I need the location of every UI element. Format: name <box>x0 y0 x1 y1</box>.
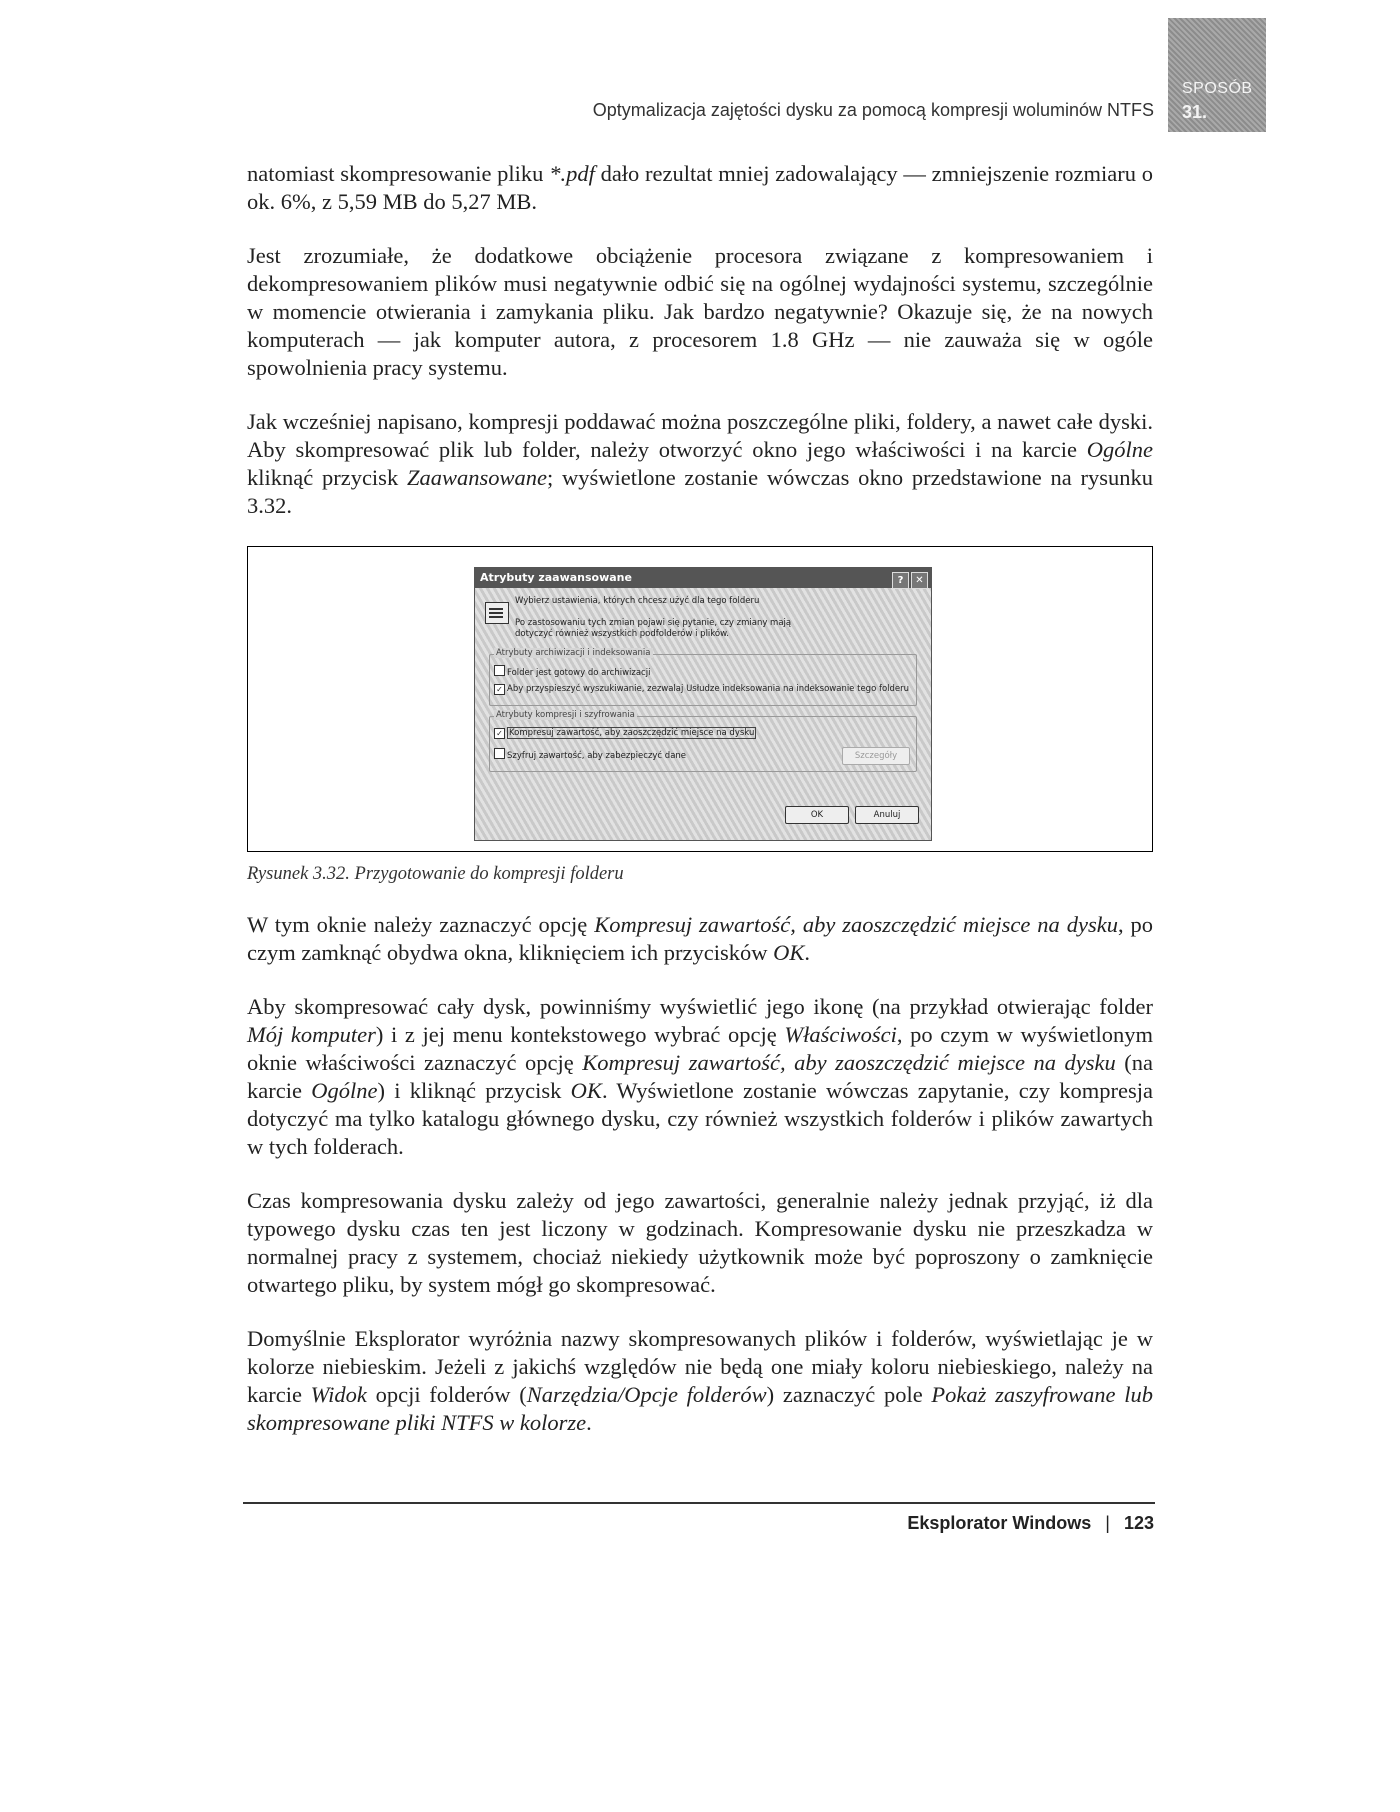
emphasis-text: Ogólne <box>1086 437 1153 462</box>
sposob-badge <box>1168 18 1266 132</box>
index-checkbox[interactable]: ✓ <box>494 684 505 695</box>
text-run: natomiast skompresowanie pliku <box>247 161 550 186</box>
group-label: Atrybuty kompresji i szyfrowania <box>496 710 635 720</box>
text-run: Jak wcześniej napisano, kompresji poddawać można poszczególne pliki, foldery, a nawet całe dyski. Aby skompresować plik lub folder, należy otworzyć okno jego właściwości i na karcie <box>247 409 1153 462</box>
emphasis-text: *.pdf <box>549 161 595 186</box>
index-checkbox-label: Aby przyspieszyć wyszukiwanie, zezwalaj Usłudze indeksowania na indeksowanie tego folderu <box>507 684 910 694</box>
text-run: ) i z jej menu kontekstowego wybrać opcję <box>375 1022 785 1047</box>
dialog-title-bar <box>475 568 931 588</box>
text-run: ) i kliknąć przycisk <box>377 1078 571 1103</box>
figure-caption: Rysunek 3.32. Przygotowanie do kompresji folderu <box>247 864 624 884</box>
page-footer <box>0 1513 1154 1534</box>
footer-separator: | <box>1105 1513 1110 1533</box>
encrypt-checkbox-label: Szyfruj zawartość, aby zabezpieczyć dane <box>507 751 687 761</box>
text-run: ; wyświetlone zostanie wówczas okno przedstawione na rysunku 3.32. <box>247 465 1153 518</box>
text-run: . Wyświetlone zostanie wówczas zapytanie, czy kompresja dotyczyć ma tylko katalogu głównego dysku, czy również wszystkich folderów i plików zawartych w tych folderach. <box>247 1078 1153 1159</box>
text-run: Jest zrozumiałe, że dodatkowe obciążenie procesora związane z kompresowaniem i dekompresowaniem plików musi negatywnie odbić się na ogólnej wydajności systemu, szczególnie w momencie otwierania i zamykania pliku. Jak bardzo negatywnie? Okazuje się, że na nowych komputerach — jak komputer autora, z procesorem 1.8 GHz — nie zauważa się w ogóle spowolnienia pracy systemu. <box>247 243 1153 380</box>
folder-settings-icon <box>485 602 509 624</box>
compress-checkbox-row[interactable] <box>494 728 756 739</box>
paragraph <box>247 1325 1153 1437</box>
emphasis-text: OK <box>570 1078 602 1103</box>
emphasis-text: Pokaż zaszyfrowane lub skompresowane pliki NTFS w kolorze <box>247 1382 1153 1435</box>
paragraph <box>247 993 1153 1161</box>
text-run: (na karcie <box>247 1050 1154 1103</box>
encrypt-checkbox-row[interactable] <box>494 748 686 761</box>
help-button[interactable]: ? <box>892 572 909 589</box>
page-content <box>247 160 1153 1463</box>
page-number: 123 <box>1123 1513 1154 1533</box>
emphasis-text: Narzędzia/Opcje folderów <box>526 1382 767 1407</box>
close-button[interactable]: ✕ <box>911 572 928 589</box>
figure-frame <box>247 546 1153 852</box>
text-run: Domyślnie Eksplorator wyróżnia nazwy skompresowanych plików i folderów, wyświetlając je w kolorze niebieskim. Jeżeli z jakichś względów nie będą one miały koloru niebieskiego, należy na karcie <box>247 1326 1153 1407</box>
group-label: Atrybuty archiwizacji i indeksowania <box>496 648 651 658</box>
text-run: Czas kompresowania dysku zależy od jego zawartości, generalnie należy jednak przyjąć, iż dla typowego dysku czas ten jest liczony w godzinach. Kompresowanie dysku nie przeszkadza w normalnej pracy z systemem, chociaż niekiedy użytkownik może być poproszony o zamknięcie otwartego pliku, by system mógł go skompresować. <box>247 1188 1153 1297</box>
text-run: ) zaznaczyć pole <box>766 1382 932 1407</box>
text-run: . <box>586 1410 592 1435</box>
emphasis-text: Kompresuj zawartość, aby zaoszczędzić miejsce na dysku <box>582 1050 1116 1075</box>
archive-checkbox-row[interactable] <box>494 665 650 678</box>
encrypt-checkbox[interactable] <box>494 748 505 759</box>
details-button[interactable]: Szczegóły <box>842 747 910 765</box>
paragraph <box>247 911 1153 967</box>
dialog-note: Po zastosowaniu tych zmian pojawi się pytanie, czy zmiany mają dotyczyć również wszystkich podfolderów i plików. <box>515 618 792 639</box>
text-run: opcji folderów ( <box>366 1382 527 1407</box>
cancel-button[interactable]: Anuluj <box>855 806 919 824</box>
text-run: , po czym zamknąć obydwa okna, kliknięciem ich przycisków <box>247 912 1153 965</box>
emphasis-text: OK <box>773 940 805 965</box>
archive-index-group <box>489 648 917 706</box>
dialog-intro: Wybierz ustawienia, których chcesz użyć dla tego folderu <box>515 596 760 606</box>
emphasis-text: Kompresuj zawartość, aby zaoszczędzić miejsce na dysku <box>594 912 1118 937</box>
footer-section: Eksplorator Windows <box>907 1513 1092 1533</box>
compress-checkbox[interactable]: ✓ <box>494 728 505 739</box>
paragraph <box>247 160 1153 216</box>
advanced-attributes-dialog <box>474 567 932 841</box>
footer-rule <box>243 1502 1155 1504</box>
paragraph <box>247 408 1153 520</box>
emphasis-text: Właściwości <box>784 1022 897 1047</box>
compress-encrypt-group <box>489 710 917 772</box>
sposob-label: SPOSÓB <box>1182 80 1253 97</box>
dialog-title: Atrybuty zaawansowane <box>480 571 632 584</box>
text-run: . <box>804 940 810 965</box>
emphasis-text: Zaawansowane <box>406 465 547 490</box>
text-run: W tym oknie należy zaznaczyć opcję <box>247 912 595 937</box>
ok-button[interactable]: OK <box>785 806 849 824</box>
sposob-number: 31. <box>1182 102 1208 122</box>
compress-checkbox-label: Kompresuj zawartość, aby zaoszczędzić miejsce na dysku <box>509 728 755 738</box>
archive-checkbox-label: Folder jest gotowy do archiwizacji <box>507 668 651 678</box>
text-run: dało rezultat mniej zadowalający — zmniejszenie rozmiaru o ok. 6%, z 5,59 MB do 5,27 MB. <box>247 161 1154 214</box>
text-run: Aby skompresować cały dysk, powinniśmy wyświetlić jego ikonę (na przykład otwierając folder <box>247 994 1153 1019</box>
text-run: kliknąć przycisk <box>247 465 407 490</box>
emphasis-text: Ogólne <box>311 1078 378 1103</box>
emphasis-text: Mój komputer <box>247 1022 376 1047</box>
archive-checkbox[interactable] <box>494 665 505 676</box>
paragraph <box>247 242 1153 382</box>
emphasis-text: Widok <box>310 1382 367 1407</box>
index-checkbox-row[interactable] <box>494 684 909 695</box>
text-run: , po czym w wyświetlonym oknie właściwości zaznaczyć opcję <box>247 1022 1154 1075</box>
running-header: Optymalizacja zajętości dysku za pomocą kompresji woluminów NTFS <box>592 100 1154 120</box>
paragraph <box>247 1187 1153 1299</box>
